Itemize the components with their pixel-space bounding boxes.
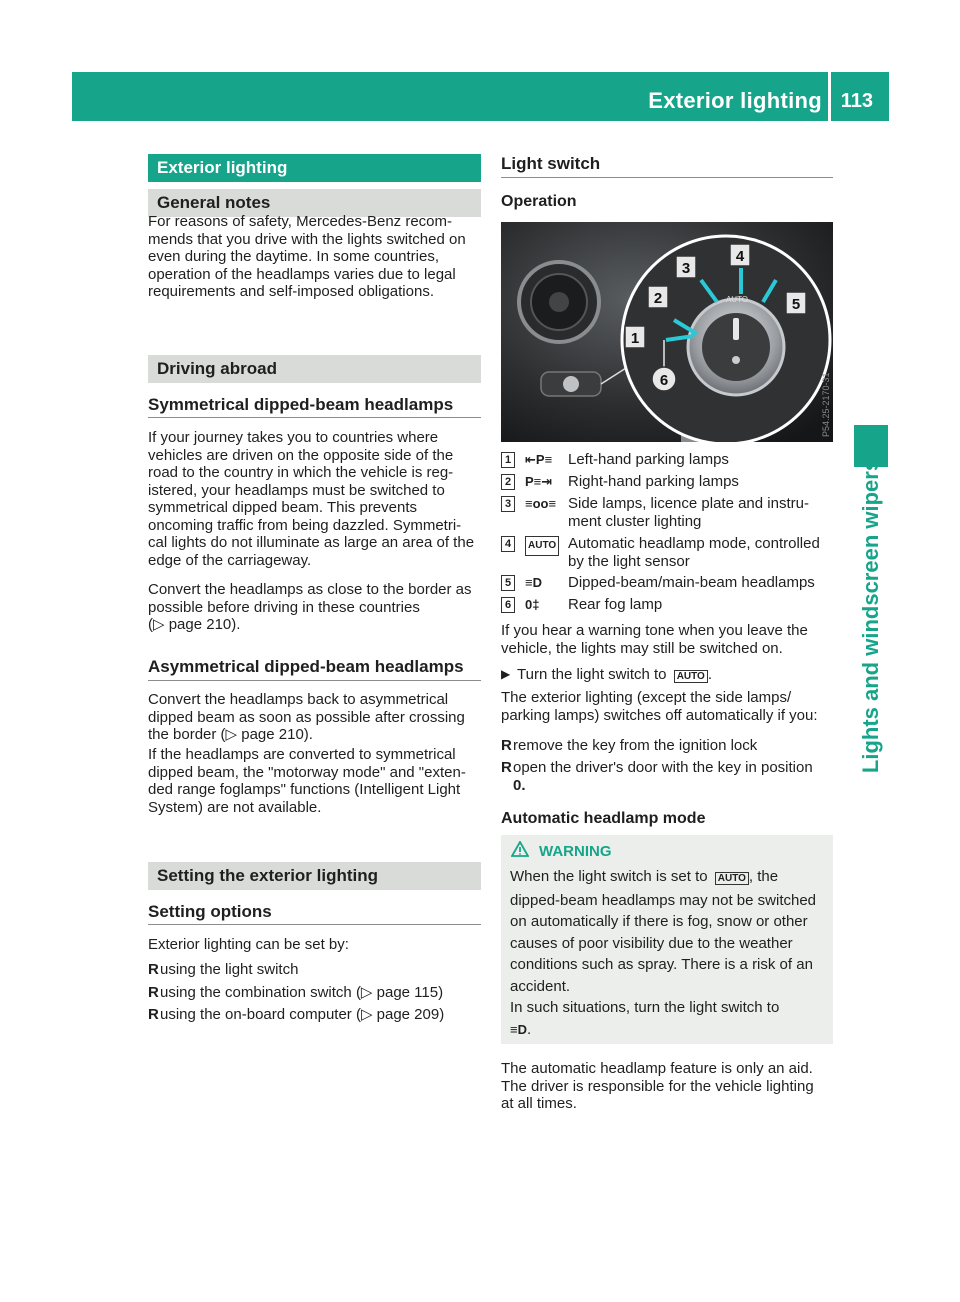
legend-text [568, 535, 834, 570]
auto-icon: AUTO [525, 536, 559, 556]
auto-icon: AUTO [715, 872, 749, 885]
page-header-bar [72, 72, 889, 121]
text-line: System) are not available. [148, 798, 322, 816]
list-item [148, 961, 481, 979]
heading-symmetrical: Symmetrical dipped-beam headlamps [148, 395, 454, 414]
photo-code: P54.25-2170-31 [821, 372, 831, 437]
photo-label-2: 2 [653, 290, 663, 307]
legend-text: Left-hand parking lamps [568, 451, 729, 468]
text-line: If your journey takes you to countries where [148, 429, 439, 446]
text-line: conditions such as spray. There is a risk of an [510, 956, 813, 973]
text-line: accident. [510, 977, 571, 995]
photo-label-5: 5 [791, 296, 801, 313]
step-arrow-icon: ▶ [501, 667, 511, 681]
text-line: dipped beam, the "motorway mode" and "exten- [148, 763, 466, 781]
heading-rule [148, 924, 481, 925]
subsection-header-setting-lighting: Setting the exterior lighting [148, 862, 481, 890]
auto-icon: AUTO [674, 670, 708, 683]
list-item [501, 759, 841, 795]
heading-operation: Operation [501, 193, 577, 210]
chapter-tab-label: Lights and windscreen wipers [858, 458, 883, 774]
text-line: operation of the headlamps varies due to legal [148, 265, 456, 283]
text-line: vehicle, the lights may still be switched on. [501, 639, 783, 657]
rear-fog-lamp-icon: 0‡ [525, 597, 540, 612]
photo-label-4: 4 [735, 248, 745, 265]
bullet-icon: R [148, 961, 159, 978]
section-header-exterior-lighting: Exterior lighting [148, 154, 481, 182]
legend-text [568, 495, 834, 530]
text-line: If the headlamps are converted to symmetrical [148, 746, 456, 763]
text-line: dipped-beam headlamps may not be switched [510, 891, 817, 909]
legend-item [501, 473, 834, 491]
setting-intro: Exterior lighting can be set by: [148, 936, 349, 953]
photo-auto-text: AUTO [725, 295, 749, 304]
list-item [501, 737, 834, 755]
light-switch-illustration [501, 222, 833, 442]
text-segment: When the light switch is set to [510, 868, 708, 885]
text-line: Automatic headlamp mode, controlled [568, 535, 820, 552]
text-line: The automatic headlamp feature is only an aid. [501, 1060, 813, 1077]
page-reference-link[interactable]: (▷ page 210). [148, 616, 241, 633]
auto-off-paragraph [501, 689, 841, 724]
text-line: causes of poor visibility due to the weather [510, 934, 793, 952]
aid-paragraph [501, 1060, 841, 1113]
text-line: possible before driving in these countries [148, 598, 420, 616]
header-title: Exterior lighting [648, 88, 822, 113]
text-line: If you hear a warning tone when you leave the [501, 622, 808, 639]
heading-setting-options: Setting options [148, 902, 272, 921]
list-item-text[interactable]: using the on-board computer (▷ page 209) [160, 1006, 445, 1023]
legend-item [501, 535, 834, 571]
photo-label-6: 6 [659, 372, 669, 389]
warning-text [510, 866, 832, 1040]
text-line: parking lamps) switches off automatically if you: [501, 706, 818, 724]
text-line: dipped beam as soon as possible after crossing [148, 708, 465, 726]
left-parking-lamp-icon: ⇤P≡ [525, 452, 553, 467]
instruction-step [501, 666, 834, 684]
step-text: Turn the light switch to AUTO . [517, 666, 713, 683]
list-item-text [513, 759, 813, 794]
text-line: For reasons of safety, Mercedes-Benz recom- [148, 213, 452, 230]
dipped-beam-icon: ≡D [510, 1021, 527, 1037]
photo-label-3: 3 [681, 260, 691, 277]
asymmetrical-paragraph-2 [148, 746, 488, 816]
text-line: cal lights do not illuminate as large an area of the [148, 534, 475, 551]
heading-light-switch: Light switch [501, 154, 601, 173]
dipped-beam-icon: ≡D [525, 575, 542, 590]
legend-item [501, 495, 834, 531]
list-item [148, 984, 481, 1002]
bullet-icon: R [148, 984, 159, 1001]
text-line: Convert the headlamps back to asymmetrical [148, 691, 449, 708]
text-line: oncoming traffic from being dazzled. Symmetri- [148, 516, 462, 534]
side-lamp-icon: ≡oo≡ [525, 496, 557, 511]
heading-asymmetrical: Asymmetrical dipped-beam headlamps [148, 657, 464, 676]
warning-triangle-icon [511, 841, 529, 862]
subsection-header-driving-abroad: Driving abroad [148, 355, 481, 383]
text-line: ≡D. [510, 1020, 532, 1038]
heading-rule [148, 680, 481, 681]
general-notes-paragraph [148, 213, 488, 301]
legend-item [501, 451, 834, 469]
text-line: road to the country in which the vehicle is reg- [148, 464, 454, 481]
text-line: by the light sensor [568, 552, 690, 570]
text-line: The exterior lighting (except the side lamps/ [501, 689, 792, 706]
legend-text: Rear fog lamp [568, 596, 663, 613]
legend-number: 5 [501, 575, 515, 591]
legend-text: Dipped-beam/main-beam headlamps [568, 574, 815, 591]
text-line: In such situations, turn the light switch to [510, 999, 780, 1016]
bullet-icon: R [501, 737, 512, 754]
text-segment: , the [748, 868, 779, 885]
legend-number: 2 [501, 474, 515, 490]
legend-number: 6 [501, 597, 515, 613]
legend-number: 1 [501, 452, 515, 468]
legend-number: 3 [501, 496, 515, 512]
text-line: edge of the carriageway. [148, 551, 312, 569]
text-line: at all times. [501, 1095, 577, 1112]
symmetrical-paragraph [148, 429, 488, 569]
warning-title: WARNING [539, 843, 612, 860]
text-line: ded range foglamps" functions (Intelligent Light [148, 781, 461, 798]
bullet-icon: R [501, 759, 512, 776]
heading-rule [148, 417, 481, 418]
legend-item [501, 596, 834, 614]
text-line: symmetrical dipped beam. This prevents [148, 499, 418, 516]
header-separator [828, 72, 831, 121]
text-line: istered, your headlamps must be switched to [148, 481, 445, 499]
page-reference-link[interactable]: the border (▷ page 210). [148, 726, 313, 743]
heading-automatic-mode: Automatic headlamp mode [501, 810, 706, 827]
heading-rule [501, 177, 833, 178]
warning-tone-paragraph [501, 622, 841, 657]
page-number: 113 [840, 90, 873, 112]
text-line: 0. [513, 776, 526, 794]
legend-number: 4 [501, 536, 515, 552]
list-item-text: remove the key from the ignition lock [513, 737, 758, 754]
convert-paragraph [148, 581, 488, 634]
text-line: vehicles are driven on the opposite side of the [148, 446, 454, 464]
text-line: The driver is responsible for the vehicle lighting [501, 1077, 814, 1095]
subsection-header-general-notes: General notes [148, 189, 481, 217]
photo-label-1: 1 [630, 330, 640, 347]
light-switch-photo [501, 222, 833, 442]
text-line: mends that you drive with the lights switched on [148, 230, 466, 248]
text-line: requirements and self-imposed obligations. [148, 283, 434, 300]
right-parking-lamp-icon: P≡⇥ [525, 474, 553, 489]
bullet-icon: R [148, 1006, 159, 1023]
text-line: Convert the headlamps as close to the border as [148, 581, 472, 598]
legend-item [501, 574, 834, 592]
step-text-content: Turn the light switch to [517, 666, 667, 683]
warning-box [501, 835, 833, 1044]
text-line: ment cluster lighting [568, 512, 702, 530]
text-line [510, 866, 832, 890]
text-line: open the driver's door with the key in position [513, 759, 813, 776]
legend-text: Right-hand parking lamps [568, 473, 739, 490]
list-item-text[interactable]: using the combination switch (▷ page 115) [160, 984, 444, 1001]
text-line: even during the daytime. In some countries, [148, 248, 439, 265]
list-item-text: using the light switch [160, 961, 299, 978]
list-item [148, 1006, 481, 1024]
text-line: Side lamps, licence plate and instru- [568, 495, 809, 512]
asymmetrical-paragraph-1 [148, 691, 488, 744]
text-line: on automatically if there is fog, snow or other [510, 913, 808, 930]
